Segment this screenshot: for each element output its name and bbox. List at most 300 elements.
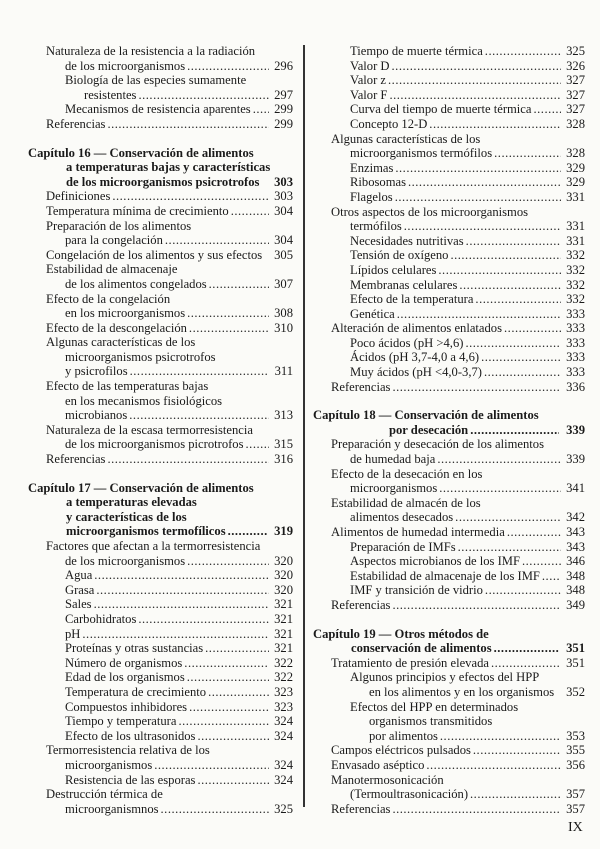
- toc-chapter-entry[interactable]: [313, 408, 585, 437]
- toc-page-number: 308: [274, 306, 293, 321]
- toc-entry-title: Capítulo 19 — Otros métodos de: [313, 626, 489, 641]
- dot-leader: [130, 364, 269, 379]
- toc-entry[interactable]: [313, 773, 585, 802]
- toc-page-number: 332: [566, 262, 585, 277]
- toc-entry-title: Necesidades nutritivas: [350, 233, 464, 248]
- toc-left-column: [28, 44, 293, 816]
- toc-entry-title: Preparación y desecación de los alimentos: [331, 437, 544, 452]
- toc-entry[interactable]: [28, 787, 293, 816]
- toc-page-number: 339: [566, 422, 585, 437]
- toc-entry[interactable]: [28, 335, 293, 379]
- toc-entry[interactable]: [313, 190, 585, 205]
- toc-page-number: 324: [274, 728, 293, 743]
- dot-leader: [491, 656, 561, 671]
- toc-entry[interactable]: [313, 161, 585, 176]
- toc-entry-title: Carbohidratos: [65, 611, 137, 626]
- toc-entry-title: (Termoultrasonicación): [350, 787, 469, 802]
- toc-entry[interactable]: [28, 73, 293, 102]
- toc-entry-title: Concepto 12-D: [350, 116, 428, 131]
- dot-leader: [112, 189, 269, 204]
- toc-page-number: 329: [566, 175, 585, 190]
- toc-entry-title: Poco ácidos (pH >4,6): [350, 335, 464, 350]
- section-gap: [313, 613, 585, 627]
- toc-page-number: 315: [274, 437, 293, 452]
- toc-page-number: 310: [274, 320, 293, 335]
- toc-entry-title: Alteración de alimentos enlatados: [331, 321, 503, 336]
- toc-page-number: 341: [566, 481, 585, 496]
- toc-entry-title: Efecto de la descongelación: [46, 320, 187, 335]
- toc-page-number: 356: [566, 757, 585, 772]
- toc-entry-title: microorganismos: [65, 757, 153, 772]
- dot-leader: [470, 787, 561, 802]
- toc-entry[interactable]: [313, 73, 585, 88]
- toc-entry-title: Lípidos celulares: [350, 262, 437, 277]
- toc-entry[interactable]: [28, 379, 293, 423]
- toc-entry-title: Estabilidad de almacenaje: [46, 262, 178, 277]
- toc-entry-title: conservación de alimentos: [351, 641, 492, 656]
- dot-leader: [473, 743, 561, 758]
- dot-leader: [392, 598, 561, 613]
- dot-leader: [455, 510, 561, 525]
- toc-page-number: 320: [274, 582, 293, 597]
- toc-entry-title: Naturaleza de la resistencia a la radiación: [46, 44, 256, 58]
- toc-entry-title: por desecación: [389, 422, 469, 437]
- dot-leader: [440, 729, 561, 744]
- toc-page-number: 327: [566, 87, 585, 102]
- toc-entry-title: alimentos desecados: [350, 510, 454, 525]
- toc-entry[interactable]: [313, 44, 585, 59]
- toc-page-number: 336: [566, 379, 585, 394]
- dot-leader: [388, 73, 561, 88]
- toc-page-number: 304: [274, 203, 293, 218]
- toc-entry-title: Curva del tiempo de muerte térmica: [350, 102, 532, 117]
- toc-page-number: 321: [274, 597, 293, 612]
- toc-entry[interactable]: [28, 641, 293, 656]
- toc-entry-title: Agua: [65, 568, 93, 583]
- toc-entry-title: de los microorganismos: [65, 58, 186, 73]
- dot-leader: [458, 540, 561, 555]
- toc-entry-title: a temperaturas elevadas: [66, 495, 197, 510]
- toc-page-number: 299: [274, 116, 293, 131]
- dot-leader: [253, 102, 269, 117]
- dot-leader: [395, 161, 561, 176]
- dot-leader: [466, 234, 561, 249]
- toc-entry[interactable]: [28, 612, 293, 627]
- toc-entry[interactable]: [313, 292, 585, 307]
- dot-leader: [231, 204, 269, 219]
- toc-entry-title: Congelación de los alimentos y sus efectos: [46, 247, 263, 262]
- toc-entry[interactable]: [313, 132, 585, 161]
- toc-entry-title: Referencias: [46, 116, 106, 131]
- dot-leader: [165, 233, 269, 248]
- dot-leader: [161, 802, 269, 817]
- toc-entry-title: y psicrofilos: [65, 364, 128, 379]
- toc-entry[interactable]: [313, 102, 585, 117]
- dot-leader: [138, 88, 269, 103]
- toc-page-number: 297: [274, 87, 293, 102]
- toc-entry[interactable]: [313, 496, 585, 525]
- toc-entry-title: microorganismos psicrotrofos: [65, 349, 216, 364]
- toc-entry-title: Estabilidad de almacenaje de los IMF: [350, 568, 540, 583]
- toc-entry-title: en los mecanismos fisiológicos: [65, 393, 223, 408]
- toc-right-column: [313, 44, 585, 816]
- toc-entry-title: de humedad baja: [350, 452, 436, 467]
- toc-page-number: 332: [566, 277, 585, 292]
- dot-leader: [534, 102, 562, 117]
- toc-page-number: 325: [566, 44, 585, 58]
- toc-entry-title: Manotermosonicación: [331, 772, 444, 787]
- toc-entry[interactable]: [313, 540, 585, 555]
- dot-leader: [187, 306, 269, 321]
- toc-entry[interactable]: [28, 423, 293, 452]
- toc-entry[interactable]: [28, 583, 293, 598]
- section-gap: [28, 467, 293, 481]
- toc-entry[interactable]: [28, 44, 293, 73]
- toc-entry-title: Sales: [65, 597, 92, 612]
- toc-page-number: 327: [566, 102, 585, 117]
- toc-entry-title: termófilos: [350, 219, 402, 234]
- toc-entry-title: microorganismos: [350, 481, 438, 496]
- toc-entry-title: de los alimentos congelados: [65, 276, 207, 291]
- toc-entry-title: organismos transmitidos: [369, 714, 493, 729]
- toc-entry-title: Destrucción térmica de: [46, 787, 163, 802]
- toc-entry-title: Capítulo 16 — Conservación de alimentos: [28, 145, 254, 160]
- toc-chapter-entry[interactable]: [313, 627, 585, 656]
- dot-leader: [208, 685, 269, 700]
- toc-page-number: 331: [566, 233, 585, 248]
- toc-page-number: 305: [274, 247, 293, 262]
- toc-entry[interactable]: [28, 714, 293, 729]
- toc-entry-title: de los microorganismos: [65, 553, 186, 568]
- toc-entry[interactable]: [28, 452, 293, 467]
- toc-page-number: 343: [566, 525, 585, 539]
- toc-entry[interactable]: [28, 292, 293, 321]
- dot-leader: [459, 278, 561, 293]
- toc-entry[interactable]: [313, 670, 585, 699]
- toc-page-number: 303: [274, 174, 293, 189]
- toc-entry[interactable]: [313, 234, 585, 249]
- toc-entry[interactable]: [313, 59, 585, 74]
- toc-entry[interactable]: [313, 117, 585, 132]
- dot-leader: [465, 336, 561, 351]
- toc-chapter-entry[interactable]: [28, 481, 293, 539]
- toc-entry[interactable]: [28, 627, 293, 642]
- toc-page-number: 321: [274, 611, 293, 626]
- toc-entry[interactable]: [28, 656, 293, 671]
- dot-leader: [481, 350, 561, 365]
- toc-page-number: 332: [566, 292, 585, 307]
- toc-page-number: 299: [274, 102, 293, 117]
- toc-entry[interactable]: [28, 219, 293, 248]
- toc-entry-title: Preparación de IMFs: [350, 539, 456, 554]
- toc-entry[interactable]: [313, 175, 585, 190]
- toc-entry-title: Referencias: [331, 801, 391, 816]
- toc-entry-title: Algunas características de los: [331, 131, 481, 146]
- toc-entry-title: Genética: [350, 306, 395, 321]
- toc-page-number: 325: [274, 801, 293, 816]
- toc-entry-title: microorganismnos: [65, 801, 159, 816]
- toc-entry-title: Aspectos microbianos de los IMF: [350, 554, 520, 569]
- toc-entry-title: Edad de los organismos: [65, 670, 185, 685]
- toc-page-number: 313: [274, 408, 293, 423]
- toc-entry-title: Muy ácidos (pH <4,0-3,7): [350, 365, 482, 380]
- toc-page-number: 357: [566, 787, 585, 802]
- dot-leader: [184, 656, 269, 671]
- section-gap: [313, 394, 585, 408]
- dot-leader: [228, 524, 267, 539]
- toc-entry[interactable]: [28, 773, 293, 788]
- dot-leader: [389, 88, 561, 103]
- toc-entry-title: Efectos del HPP en determinados: [350, 699, 519, 714]
- toc-entry-title: Algunas características de los: [46, 335, 196, 350]
- toc-entry-title: Valor F: [350, 87, 388, 102]
- dot-leader: [437, 452, 561, 467]
- toc-entry[interactable]: [28, 204, 293, 219]
- dot-leader: [404, 219, 561, 234]
- toc-entry-title: a temperaturas bajas y características: [66, 160, 271, 175]
- toc-entry-title: Compuestos inhibidores: [65, 699, 188, 714]
- toc-entry-title: Valor z: [350, 73, 387, 88]
- toc-entry-title: IMF y transición de vidrio: [350, 583, 483, 598]
- toc-entry-title: Envasado aséptico: [331, 757, 425, 772]
- dot-leader: [470, 423, 559, 438]
- toc-entry[interactable]: [28, 102, 293, 117]
- toc-entry-title: Referencias: [331, 597, 391, 612]
- toc-page-number: 322: [274, 655, 293, 670]
- dot-leader: [450, 248, 561, 263]
- toc-entry-title: Capítulo 18 — Conservación de alimentos: [313, 408, 539, 423]
- dot-leader: [189, 321, 269, 336]
- toc-entry-title: Alimentos de humedad intermedia: [331, 525, 505, 539]
- toc-entry-title: Biología de las especies sumamente: [65, 73, 247, 88]
- dot-leader: [397, 307, 561, 322]
- dot-leader: [209, 277, 269, 292]
- toc-page-number: 331: [566, 219, 585, 234]
- toc-entry[interactable]: [28, 248, 293, 263]
- toc-entry[interactable]: [28, 743, 293, 772]
- toc-entry[interactable]: [313, 263, 585, 278]
- toc-entry-title: Proteínas y otras sustancias: [65, 641, 204, 656]
- toc-entry-title: microbianos: [65, 408, 128, 423]
- toc-entry[interactable]: [28, 597, 293, 612]
- toc-page-number: 311: [274, 364, 293, 379]
- toc-entry[interactable]: [313, 365, 585, 380]
- toc-entry[interactable]: [313, 350, 585, 365]
- toc-entry-title: resistentes: [84, 87, 137, 102]
- toc-entry-title: Efecto de las temperaturas bajas: [46, 379, 209, 394]
- toc-entry[interactable]: [313, 743, 585, 758]
- toc-page-number: 328: [566, 146, 585, 161]
- toc-page-number: 324: [274, 757, 293, 772]
- toc-entry[interactable]: [28, 700, 293, 715]
- toc-page-number: 339: [566, 452, 585, 467]
- toc-page-number: 333: [566, 335, 585, 350]
- dot-leader: [187, 59, 269, 74]
- toc-entry[interactable]: [313, 307, 585, 322]
- dot-leader: [107, 117, 269, 132]
- toc-entry-title: Estabilidad de almacén de los: [331, 495, 481, 510]
- toc-page-number: 348: [566, 568, 585, 583]
- toc-entry[interactable]: [313, 802, 585, 817]
- toc-entry-title: por alimentos: [369, 728, 438, 743]
- dot-leader: [395, 190, 561, 205]
- dot-leader: [504, 321, 561, 336]
- toc-entry-title: Número de organismos: [65, 655, 183, 670]
- page-number: IX: [568, 820, 583, 835]
- toc-entry-title: Valor D: [350, 58, 390, 73]
- toc-page-number: 307: [274, 276, 293, 291]
- toc-entry-title: pH: [65, 626, 81, 641]
- toc-entry[interactable]: [313, 278, 585, 293]
- toc-page-number: 304: [274, 233, 293, 248]
- toc-entry-title: Naturaleza de la escasa termorresistencia: [46, 422, 253, 437]
- toc-entry[interactable]: [313, 656, 585, 671]
- toc-page-number: 316: [274, 452, 293, 467]
- toc-entry-title: Ácidos (pH 3,7-4,0 a 4,6): [350, 350, 480, 365]
- toc-entry-title: Capítulo 17 — Conservación de alimentos: [28, 480, 254, 495]
- toc-page-number: 323: [274, 699, 293, 714]
- dot-leader: [154, 758, 269, 773]
- toc-page-number: 324: [274, 772, 293, 787]
- toc-entry-title: de los microorganismos psicrotrofos: [66, 174, 260, 189]
- toc-page-number: 331: [566, 189, 585, 204]
- toc-entry[interactable]: [313, 380, 585, 395]
- toc-entry[interactable]: [313, 205, 585, 234]
- toc-page-number: 333: [566, 365, 585, 380]
- toc-entry[interactable]: [313, 583, 585, 598]
- toc-entry[interactable]: [28, 729, 293, 744]
- dot-leader: [392, 380, 561, 395]
- toc-entry-title: Mecanismos de resistencia aparentes: [65, 102, 251, 117]
- dot-leader: [94, 568, 269, 583]
- toc-page-number: 328: [566, 116, 585, 131]
- toc-entry[interactable]: [28, 539, 293, 568]
- dot-leader: [438, 263, 561, 278]
- dot-leader: [187, 554, 269, 569]
- toc-page-number: 343: [566, 539, 585, 554]
- toc-entry-title: Temperatura de crecimiento: [65, 684, 207, 699]
- toc-page-number: 324: [274, 714, 293, 729]
- toc-entry-title: Tiempo de muerte térmica: [350, 44, 483, 58]
- toc-entry[interactable]: [313, 467, 585, 496]
- dot-leader: [475, 292, 561, 307]
- toc-page-number: 342: [566, 510, 585, 525]
- toc-entry-title: en los microorganismos: [65, 306, 186, 321]
- toc-entry[interactable]: [28, 685, 293, 700]
- toc-entry-title: Efecto de la desecación en los: [331, 466, 483, 481]
- toc-entry-title: Otros aspectos de los microorganismos: [331, 204, 529, 219]
- toc-entry-title: para la congelación: [65, 233, 163, 248]
- dot-leader: [408, 175, 561, 190]
- toc-page-number: 303: [274, 189, 293, 204]
- toc-page-number: 357: [566, 801, 585, 816]
- dot-leader: [246, 437, 269, 452]
- toc-entry-title: en los alimentos y en los organismos: [369, 684, 555, 699]
- toc-page-number: 319: [274, 524, 293, 539]
- toc-entry-title: Referencias: [331, 379, 391, 394]
- toc-entry[interactable]: [313, 554, 585, 569]
- dot-leader: [138, 612, 269, 627]
- toc-entry[interactable]: [313, 758, 585, 773]
- toc-entry[interactable]: [313, 336, 585, 351]
- dot-leader: [484, 365, 561, 380]
- toc-entry[interactable]: [313, 525, 585, 540]
- toc-page-number: 321: [274, 626, 293, 641]
- toc-entry-title: Membranas celulares: [350, 277, 458, 292]
- toc-entry-title: Campos eléctricos pulsados: [331, 743, 471, 758]
- toc-entry-title: Tratamiento de presión elevada: [331, 655, 489, 670]
- toc-entry-title: Referencias: [46, 452, 106, 467]
- toc-entry-title: Factores que afectan a la termorresistencia: [46, 539, 261, 553]
- dot-leader: [494, 641, 559, 656]
- toc-entry[interactable]: [28, 321, 293, 336]
- dot-leader: [392, 59, 561, 74]
- dot-leader: [82, 627, 269, 642]
- dot-leader: [429, 117, 561, 132]
- toc-entry[interactable]: [28, 262, 293, 291]
- toc-entry-title: de los microorganismos picrotrofos: [65, 437, 244, 452]
- dot-leader: [392, 802, 561, 817]
- dot-leader: [485, 583, 561, 598]
- toc-page-number: 327: [566, 73, 585, 88]
- toc-page-number: 323: [274, 684, 293, 699]
- toc-page-number: 352: [566, 684, 585, 699]
- toc-page-number: 322: [274, 670, 293, 685]
- toc-entry-title: Termorresistencia relativa de los: [46, 743, 210, 758]
- toc-entry[interactable]: [313, 321, 585, 336]
- toc-entry[interactable]: [28, 117, 293, 132]
- toc-entry-title: Efecto de la temperatura: [350, 292, 474, 307]
- toc-entry[interactable]: [313, 700, 585, 744]
- toc-entry[interactable]: [28, 568, 293, 583]
- toc-chapter-entry[interactable]: [28, 146, 293, 190]
- toc-page-number: 296: [274, 58, 293, 73]
- toc-page-number: 348: [566, 583, 585, 598]
- toc-entry[interactable]: [313, 437, 585, 466]
- dot-leader: [189, 700, 269, 715]
- dot-leader: [187, 670, 269, 685]
- toc-page-number: 351: [566, 655, 585, 670]
- toc-entry[interactable]: [313, 248, 585, 263]
- toc-page-number: 332: [566, 248, 585, 263]
- toc-entry-title: Ribosomas: [350, 175, 406, 190]
- toc-page-number: 346: [566, 554, 585, 569]
- toc-entry[interactable]: [313, 569, 585, 584]
- toc-entry-title: Flagelos: [350, 189, 393, 204]
- toc-page-number: 321: [274, 641, 293, 656]
- dot-leader: [197, 729, 269, 744]
- toc-entry[interactable]: [313, 88, 585, 103]
- toc-entry-title: Resistencia de las esporas: [65, 772, 196, 787]
- toc-entry-title: Tiempo y temperatura: [65, 714, 177, 729]
- toc-entry-title: Algunos principios y efectos del HPP: [350, 670, 540, 685]
- toc-page-number: 326: [566, 58, 585, 73]
- dot-leader: [197, 773, 269, 788]
- dot-leader: [129, 408, 269, 423]
- section-gap: [28, 132, 293, 146]
- toc-entry[interactable]: [28, 189, 293, 204]
- toc-page-number: 333: [566, 321, 585, 336]
- toc-entry-title: Efecto de la congelación: [46, 291, 171, 306]
- dot-leader: [522, 554, 561, 569]
- toc-entry-title: microorganismos termofílicos: [66, 524, 226, 539]
- toc-entry-title: Definiciones: [46, 189, 111, 204]
- toc-page-number: 320: [274, 553, 293, 568]
- toc-entry[interactable]: [313, 598, 585, 613]
- toc-entry-title: Tensión de oxígeno: [350, 248, 449, 263]
- toc-entry[interactable]: [28, 670, 293, 685]
- toc-page-number: 349: [566, 597, 585, 612]
